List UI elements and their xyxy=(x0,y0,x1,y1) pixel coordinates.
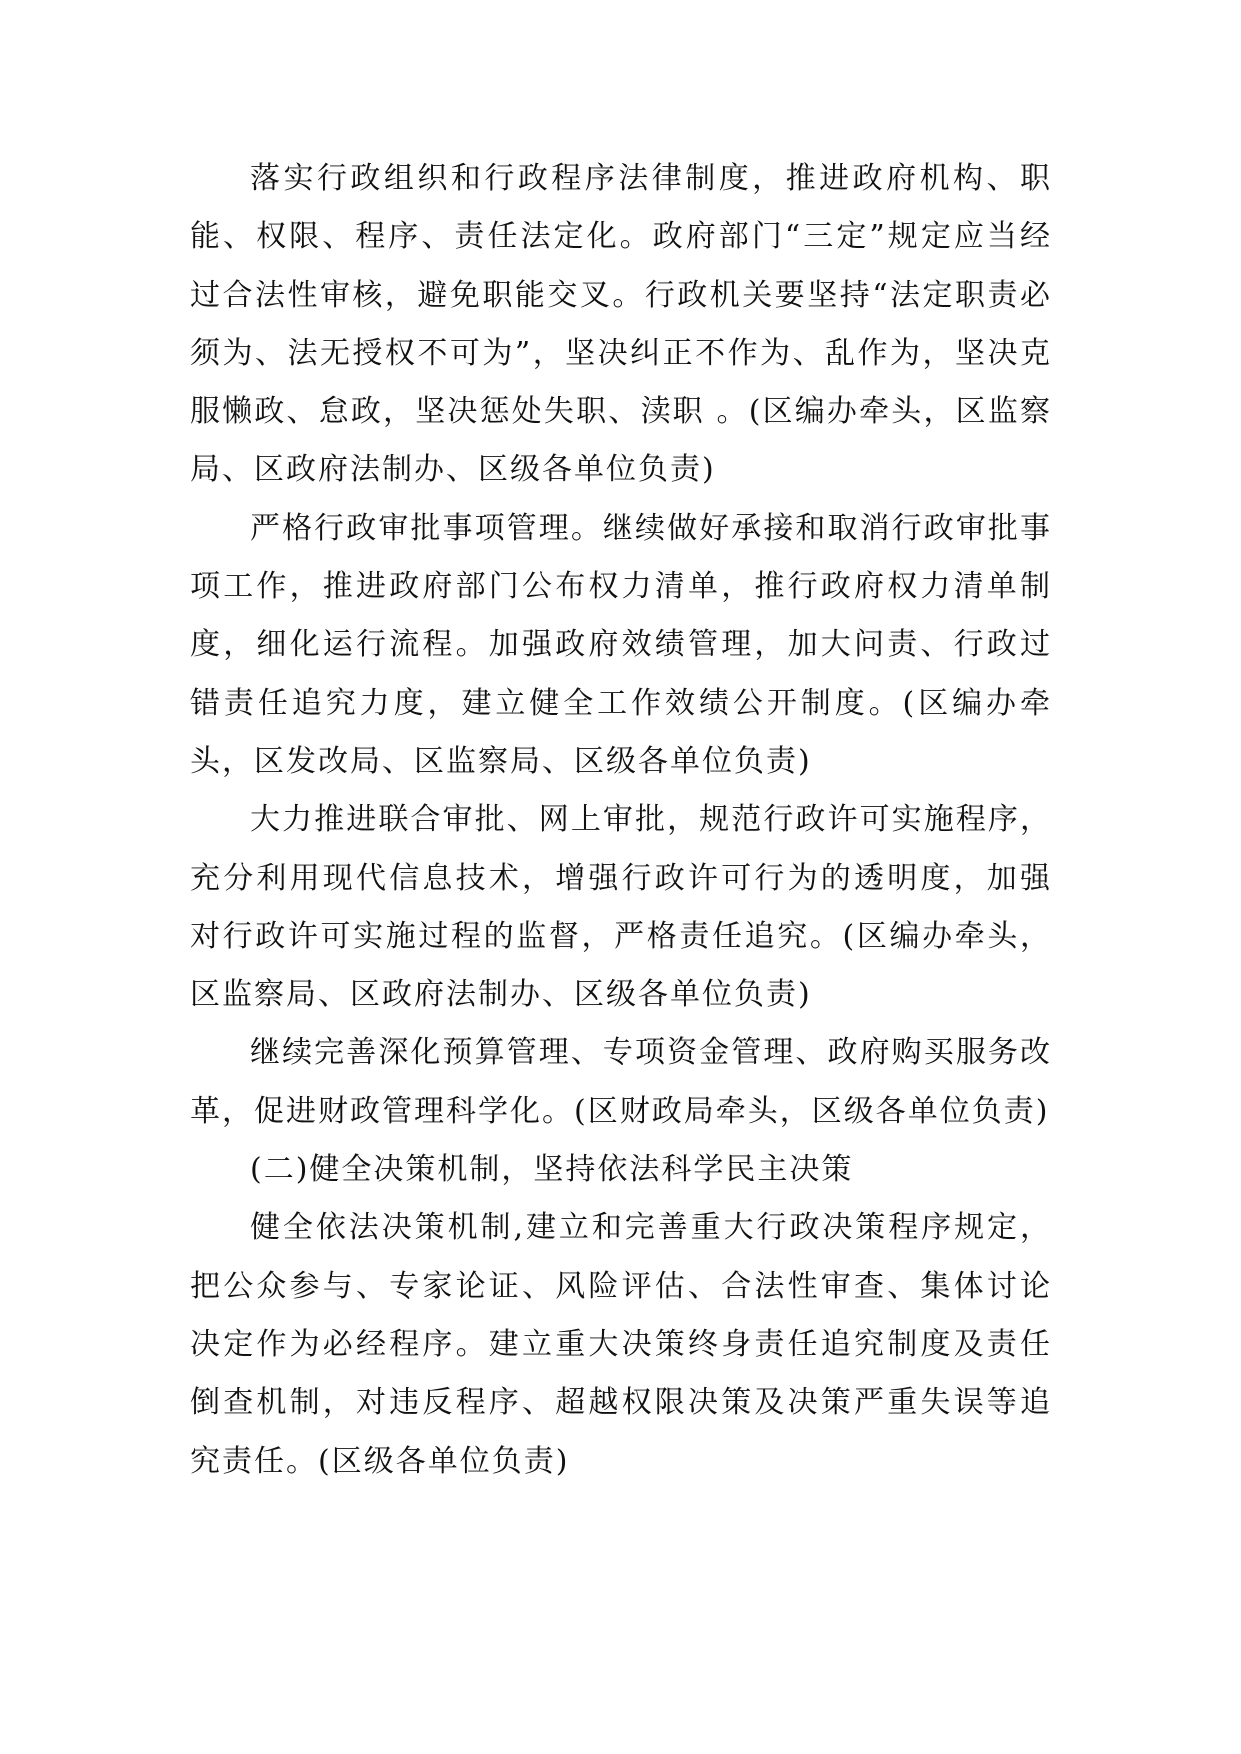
paragraph-joint-online-approval: 大力推进联合审批、网上审批，规范行政许可实施程序，充分利用现代信息技术，增强行政许可行为的透明度，加强对行政许可实施过程的监督，严格责任追究。(区编办牵头，区监察局、区政府法制办、区级各单位负责) xyxy=(190,802,1052,1013)
paragraph-decision-procedure: 健全依法决策机制,建立和完善重大行政决策程序规定，把公众参与、专家论证、风险评估、合法性审查、集体讨论决定作为必经程序。建立重大决策终身责任追究制度及责任倒查机制，对违反程序、超越权限决策及决策严重失误等追究责任。(区级各单位负责) xyxy=(190,1210,1052,1479)
section-heading-decision-mechanism: (二)健全决策机制，坚持依法科学民主决策 xyxy=(250,1152,854,1188)
document-page xyxy=(190,150,1052,1491)
paragraph-administrative-organization: 落实行政组织和行政程序法律制度，推进政府机构、职能、权限、程序、责任法定化。政府部门“三定”规定应当经过合法性审核，避免职能交叉。行政机关要坚持“法定职责必须为、法无授权不可为”，坚决纠正不作为、乱作为，坚决克服懒政、怠政，坚决惩处失职、渎职 。(区编办牵头，区监察局、区政府法制办、区级各单位负责) xyxy=(190,161,1052,488)
paragraph-approval-management: 严格行政审批事项管理。继续做好承接和取消行政审批事项工作，推进政府部门公布权力清单，推行政府权力清单制度，细化运行流程。加强政府效绩管理，加大问责、行政过错责任追究力度，建立健全工作效绩公开制度。(区编办牵头，区发改局、区监察局、区级各单位负责) xyxy=(190,510,1052,779)
paragraph-budget-reform: 继续完善深化预算管理、专项资金管理、政府购买服务改革，促进财政管理科学化。(区财政局牵头，区级各单位负责) xyxy=(190,1035,1052,1129)
